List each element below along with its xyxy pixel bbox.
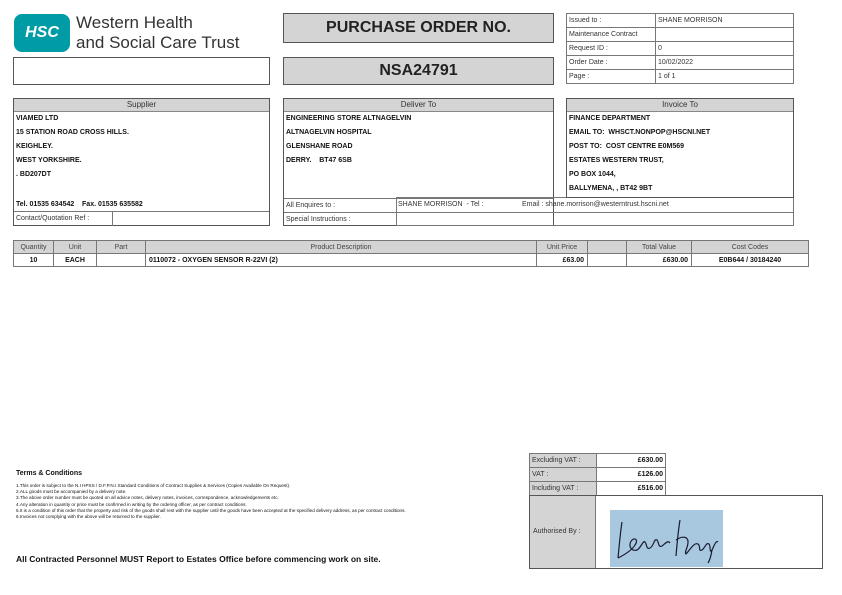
blank-box <box>13 57 270 85</box>
order-meta-table <box>566 13 794 84</box>
deliver-line: ALTNAGELVIN HOSPITAL <box>286 129 372 136</box>
enquiries-ext-row <box>396 197 794 226</box>
special-label: Special Instructions : <box>286 216 351 223</box>
enquiries-label: All Enquires to : <box>286 202 336 209</box>
po-title: PURCHASE ORDER NO. <box>283 13 554 43</box>
cell-quantity: 10 <box>14 254 54 267</box>
meta-label: Maintenance Contract <box>567 28 656 42</box>
col-header: Cost Codes <box>692 241 809 254</box>
authorised-label: Authorised By : <box>533 528 581 535</box>
meta-value: 10/02/2022 <box>656 56 794 70</box>
meta-value: SHANE MORRISON <box>656 14 794 28</box>
hsc-logo <box>14 13 274 55</box>
meta-row <box>567 14 794 28</box>
invoice-line: POST TO: COST CENTRE E0M569 <box>569 143 685 150</box>
footer-notice: All Contracted Personnel MUST Report to Estates Office before commencing work on site. <box>16 554 381 564</box>
invoice-line: EMAIL TO: WHSCT.NONPOP@HSCNI.NET <box>569 129 711 136</box>
supplier-tel: Tel. 01535 634542 Fax. 01535 635582 <box>16 201 143 208</box>
cell-unit: EACH <box>54 254 97 267</box>
supplier-header: Supplier <box>14 99 269 112</box>
supplier-line: . BD207DT <box>16 171 52 178</box>
contact-label: Contact/Quotation Ref : <box>16 215 90 222</box>
enquiries-ext-divider <box>396 212 793 213</box>
items-header-row <box>14 241 809 254</box>
contact-row <box>14 211 269 225</box>
meta-row <box>567 42 794 56</box>
vat-row <box>530 468 666 482</box>
deliver-name: ENGINEERING STORE ALTNAGELVIN <box>286 115 412 122</box>
contact-divider <box>112 212 113 226</box>
terms-line: 6.Invoices not complying with the above will be returned to the supplier. <box>16 514 161 520</box>
deliver-line: GLENSHANE ROAD <box>286 143 353 150</box>
meta-row <box>567 56 794 70</box>
meta-label: Issued to : <box>567 14 656 28</box>
meta-value <box>656 28 794 42</box>
terms-section <box>16 470 526 520</box>
invoice-header: Invoice To <box>567 99 793 112</box>
terms-title: Terms & Conditions <box>16 470 82 477</box>
terms-line: 4.Any alteration in quantity or price must be confirmed in writing by the ordering officer, as per contract conditions. <box>16 501 247 507</box>
meta-row <box>567 70 794 84</box>
col-header: Unit Price <box>537 241 588 254</box>
meta-label: Order Date : <box>567 56 656 70</box>
vat-value: £630.00 <box>597 454 666 468</box>
vat-value: £516.00 <box>597 482 666 496</box>
terms-line: 2.ALL goods must be accompanied by a delivery note. <box>16 489 127 495</box>
vat-label: Excluding VAT : <box>530 454 597 468</box>
signature-image <box>610 510 723 567</box>
items-table <box>13 240 809 267</box>
meta-value: 0 <box>656 42 794 56</box>
vat-label: Including VAT : <box>530 482 597 496</box>
terms-list <box>16 483 526 520</box>
cell-part <box>97 254 146 267</box>
cell-cost-codes: E0B644 / 30184240 <box>692 254 809 267</box>
terms-line: 3.The above order number must be quoted on all advice notes, delivery notes, invoices, correspondence, acknowledgements etc. <box>16 495 279 501</box>
vat-label: VAT : <box>530 468 597 482</box>
col-header <box>588 241 627 254</box>
col-header: Total Value <box>627 241 692 254</box>
invoice-box <box>566 98 794 198</box>
vat-totals-table <box>529 453 666 496</box>
terms-line: 5.It is a condition of this order that the property and risk of the goods shall rest with the supplier until the goods have been accepted at the specified delivery address, as per contract conditions. <box>16 507 406 513</box>
meta-value: 1 of 1 <box>656 70 794 84</box>
meta-label: Page : <box>567 70 656 84</box>
col-header: Unit <box>54 241 97 254</box>
cell-unit-price: £63.00 <box>537 254 588 267</box>
invoice-name: FINANCE DEPARTMENT <box>569 115 651 122</box>
invoice-line: ESTATES WESTERN TRUST, <box>569 157 664 164</box>
meta-row <box>567 28 794 42</box>
cell-total: £630.00 <box>627 254 692 267</box>
terms-line: 1.This order is subject to the N.I HPSS / D.F.P.N.I Standard Conditions of Contract Supplies & Services (Copies Available On Request). <box>16 483 291 488</box>
enquiries-value: SHANE MORRISON - Tel : <box>398 201 484 208</box>
vat-row <box>530 454 666 468</box>
cell-blank <box>588 254 627 267</box>
supplier-line: 15 STATION ROAD CROSS HILLS. <box>16 129 129 136</box>
invoice-line: PO BOX 1044, <box>569 171 616 178</box>
hsc-logo-line1: Western Health <box>76 13 193 32</box>
vat-value: £126.00 <box>597 468 666 482</box>
po-number: NSA24791 <box>283 57 554 85</box>
supplier-box <box>13 98 270 226</box>
col-header: Quantity <box>14 241 54 254</box>
supplier-line: WEST YORKSHIRE. <box>16 157 82 164</box>
hsc-logo-line2: and Social Care Trust <box>76 33 240 52</box>
col-header: Product Description <box>146 241 537 254</box>
authorised-box <box>529 495 823 569</box>
supplier-name: VIAMED LTD <box>16 115 59 122</box>
table-row <box>14 254 809 267</box>
invoice-line: BALLYMENA, , BT42 9BT <box>569 185 653 192</box>
hsc-logo-badge: HSC <box>14 14 70 52</box>
signature-icon <box>610 510 723 567</box>
authorised-label-cell <box>530 496 596 568</box>
meta-label: Request ID : <box>567 42 656 56</box>
vat-row <box>530 482 666 496</box>
deliver-header: Deliver To <box>284 99 553 112</box>
supplier-line: KEIGHLEY. <box>16 143 53 150</box>
cell-description: 0110072 - OXYGEN SENSOR R-22VI (2) <box>146 254 537 267</box>
deliver-line: DERRY. BT47 6SB <box>286 157 352 164</box>
enquiries-email: Email : shane.morrison@westerntrust.hscni.net <box>522 201 669 208</box>
col-header: Part <box>97 241 146 254</box>
